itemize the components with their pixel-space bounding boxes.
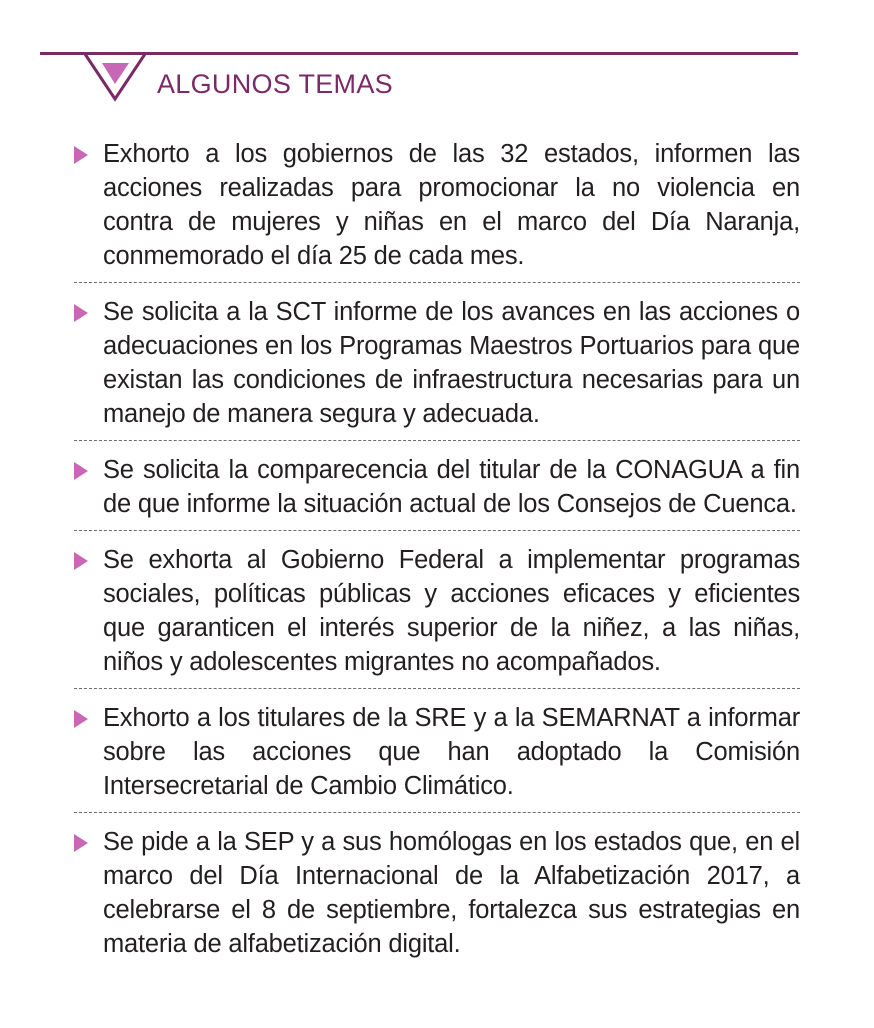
topic-text: Se exhorta al Gobierno Federal a implementar programas sociales, políticas públicas y acciones eficaces y eficientes que garanticen el interés superior de la niñez, a las niñas, niños y adolescentes migrantes no acompañados.: [103, 546, 800, 676]
topic-divider: [74, 812, 800, 813]
triangle-bullet-icon: [74, 552, 88, 570]
triangle-bullet-icon: [74, 834, 88, 852]
topic-text: Se pide a la SEP y a sus homólogas en los estados que, en el marco del Día Internacional de la Alfabetización 2017, a celebrarse el 8 de septiembre, fortalezca sus estrategias en materia de alfabetización digital.: [103, 828, 800, 958]
triangle-bullet-icon: [74, 710, 88, 728]
topic-text: Se solicita la comparecencia del titular de la CONAGUA a fin de que informe la situación actual de los Consejos de Cuenca.: [103, 456, 800, 518]
topic-item: [72, 137, 800, 273]
triangle-marker-icon: [82, 53, 148, 103]
topic-divider: [74, 688, 800, 689]
triangle-bullet-icon: [74, 462, 88, 480]
topic-divider: [74, 530, 800, 531]
triangle-bullet-icon: [74, 304, 88, 322]
topic-item: [72, 295, 800, 431]
triangle-bullet-icon: [74, 146, 88, 164]
topic-text: Exhorto a los titulares de la SRE y a la SEMARNAT a informar sobre las acciones que han adoptado la Comisión Intersecretarial de Cambio Climático.: [103, 704, 800, 800]
topic-text: Exhorto a los gobiernos de las 32 estados, informen las acciones realizadas para promocionar la no violencia en contra de mujeres y niñas en el marco del Día Naranja, conmemorado el día 25 de cada mes.: [103, 140, 800, 270]
topic-item: [72, 701, 800, 803]
header-rule: [40, 52, 798, 55]
topic-divider: [74, 282, 800, 283]
topic-text: Se solicita a la SCT informe de los avances en las acciones o adecuaciones en los Programas Maestros Portuarios para que existan las condiciones de infraestructura necesarias para un manejo de manera segura y adecuada.: [103, 298, 800, 428]
topic-item: [72, 453, 800, 521]
topic-item: [72, 543, 800, 679]
topic-divider: [74, 440, 800, 441]
section-title: ALGUNOS TEMAS: [157, 69, 393, 99]
topics-list: [72, 137, 800, 961]
topic-item: [72, 825, 800, 961]
